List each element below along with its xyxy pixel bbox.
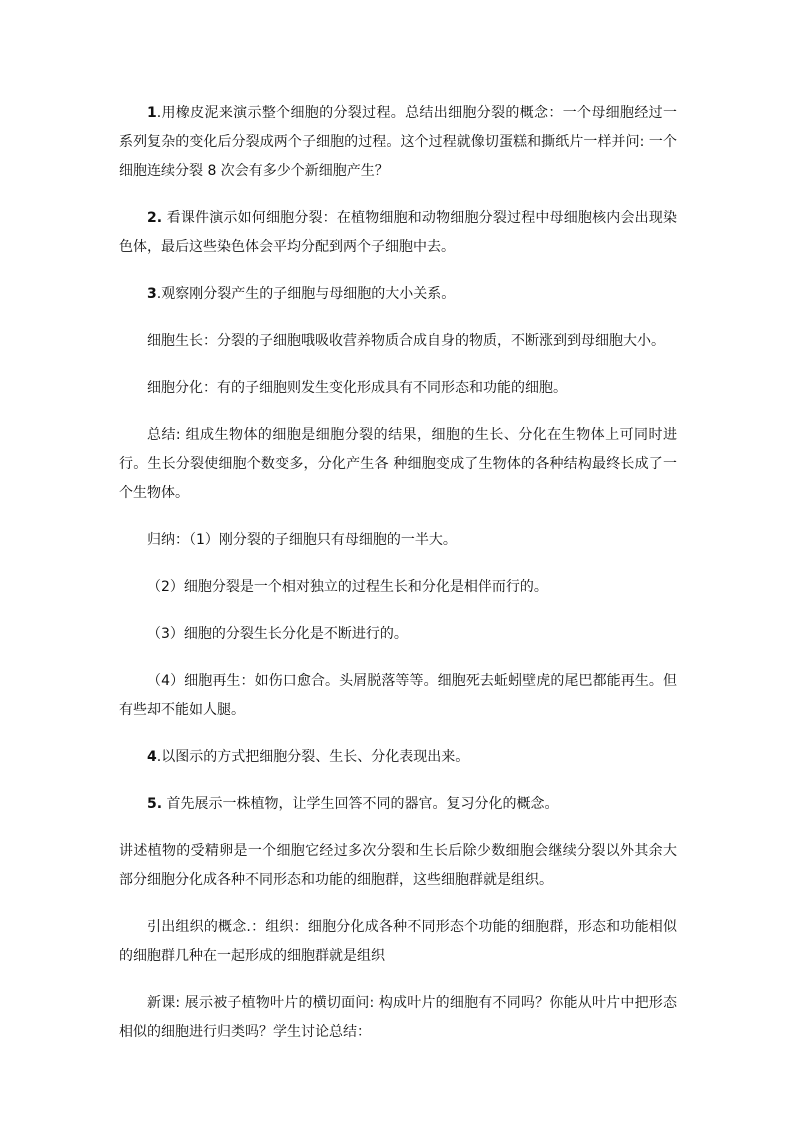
paragraph-3	[119, 280, 677, 309]
paragraph-text: 细胞生长：分裂的子细胞哦吸收营养物质合成自身的物质，不断涨到到母细胞大小。	[147, 333, 665, 349]
paragraph-text: .用橡皮泥来演示整个细胞的分裂过程。总结出细胞分裂的概念：一个母细胞经过一系列复杂的变化后分裂成两个子细胞的过程。这个过程就像切蛋糕和撕纸片一样并问: 一个细胞连续分裂 8 次会有多少个新细胞产生？	[119, 105, 677, 179]
paragraph-text: （4）细胞再生：如伤口愈合。头屑脱落等等。细胞死去蚯蚓壁虎的尾巴都能再生。但有些却不能如人腿。	[119, 673, 677, 718]
paragraph-text: .以图示的方式把细胞分裂、生长、分化表现出来。	[156, 749, 470, 765]
paragraph-tissue-concept	[119, 913, 677, 971]
paragraph-text: （3）细胞的分裂生长分化是不断进行的。	[147, 626, 408, 642]
paragraph-explanation	[119, 837, 677, 895]
paragraph-induction-2	[119, 573, 677, 602]
paragraph-text: 首先展示一株植物，让学生回答不同的器官。复习分化的概念。	[162, 796, 559, 812]
paragraph-text: 归纳：（1）刚分裂的子细胞只有母细胞的一半大。	[147, 532, 457, 548]
paragraph-text: 总结: 组成生物体的细胞是细胞分裂的结果，细胞的生长、分化在生物体上可同时进行。生长分裂使细胞个数变多，分化产生各 种细胞变成了生物体的各种结构最终长成了一个生物体。	[119, 427, 677, 501]
paragraph-number: 5.	[147, 796, 163, 812]
paragraph-text: 看课件演示如何细胞分裂：在植物细胞和动物细胞分裂过程中母细胞核内会出现染色体，最后这些染色体会平均分配到两个子细胞中去。	[119, 210, 677, 255]
paragraph-text: 讲述植物的受精卵是一个细胞它经过多次分裂和生长后除少数细胞会继续分裂以外其余大部分细胞分化成各种不同形态和功能的细胞群，这些细胞群就是组织。	[119, 843, 677, 888]
paragraph-summary	[119, 421, 677, 508]
paragraph-cell-growth	[119, 327, 677, 356]
document-body	[119, 99, 677, 1047]
paragraph-text: （2）细胞分裂是一个相对独立的过程生长和分化是相伴而行的。	[147, 579, 548, 595]
paragraph-induction-4	[119, 667, 677, 725]
paragraph-1	[119, 99, 677, 186]
paragraph-text: 新课: 展示被子植物叶片的横切面问: 构成叶片的细胞有不同吗？你能从叶片中把形态相似的细胞进行归类吗？学生讨论总结：	[119, 995, 677, 1040]
paragraph-text: .观察刚分裂产生的子细胞与母细胞的大小关系。	[156, 286, 456, 302]
paragraph-number: 3	[147, 286, 157, 302]
paragraph-2	[119, 204, 677, 262]
paragraph-text: 细胞分化：有的子细胞则发生变化形成具有不同形态和功能的细胞。	[147, 380, 567, 396]
paragraph-induction-3	[119, 620, 677, 649]
paragraph-5	[119, 790, 677, 819]
paragraph-text: 引出组织的概念.：组织：细胞分化成各种不同形态个功能的细胞群，形态和功能相似的细胞群几种在一起形成的细胞群就是组织	[119, 919, 677, 964]
paragraph-induction-1	[119, 526, 677, 555]
paragraph-4	[119, 743, 677, 772]
paragraph-new-lesson	[119, 989, 677, 1047]
paragraph-number: 2.	[147, 210, 163, 226]
paragraph-cell-differentiation	[119, 374, 677, 403]
paragraph-number: 1	[147, 105, 157, 121]
paragraph-number: 4	[147, 749, 157, 765]
